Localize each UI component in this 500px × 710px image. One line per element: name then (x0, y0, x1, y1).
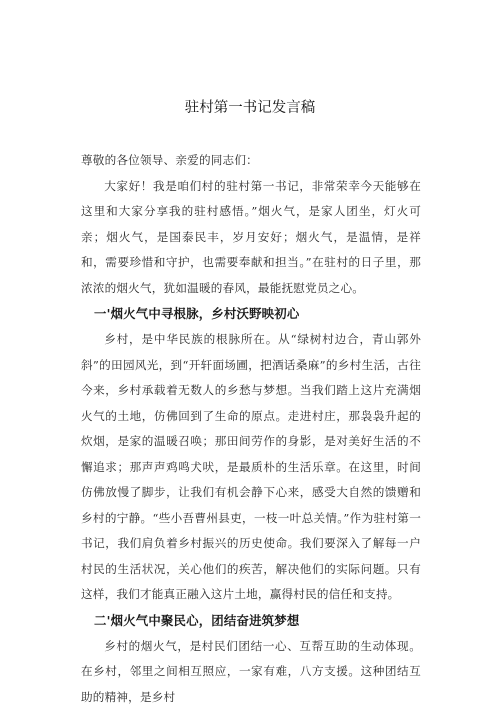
section-heading-1: 一'烟火气中寻根脉，乡村沃野映初心 (81, 301, 421, 327)
section-paragraph-1: 乡村，是中华民族的根脉所在。从“绿树村边合，青山郭外斜”的田园风光，到“开轩面场圃，把酒话桑麻”的乡村生活，古往今来，乡村承载着无数人的乡愁与梦想。当我们踏上这片充满烟火气的土地，仿佛回到了生命的原点。走进村庄，那袅袅升起的炊烟，是家的温暖召唤；那田间劳作的身影，是对美好生活的不懈追求；那声声鸡鸣犬吠，是最质朴的生活乐章。在这里，时间仿佛放慢了脚步，让我们有机会静下心来，感受大自然的馈赠和乡村的宁静。“些小吾曹州县吏，一枝一叶总关情。”作为驻村第一书记，我们肩负着乡村振兴的历史使命。我们要深入了解每一户村民的生活状况，关心他们的疾苦，解决他们的实际问题。只有这样，我们才能真正融入这片土地，赢得村民的信任和支持。 (81, 327, 421, 608)
salutation: 尊敬的各位领导、亲爱的同志们： (81, 148, 421, 174)
intro-paragraph: 大家好！我是咱们村的驻村第一书记，非常荣幸今天能够在这里和大家分享我的驻村感悟。”烟火气，是家人团坐，灯火可亲；烟火气，是国泰民丰，岁月安好；烟火气，是温情，是祥和，需要珍惜和守护，也需要奉献和担当。”在驻村的日子里，那浓浓的烟火气，犹如温暖的春风，最能抚慰党员之心。 (81, 174, 421, 302)
section-heading-2: 二'烟火气中聚民心，团结奋进筑梦想 (81, 608, 421, 634)
document-title: 驻村第一书记发言稿 (0, 96, 500, 117)
section-paragraph-2: 乡村的烟火气，是村民们团结一心、互帮互助的生动体现。在乡村，邻里之间相互照应，一家有难，八方支援。这种团结互助的精神，是乡村 (81, 634, 421, 710)
document-body (81, 148, 421, 710)
